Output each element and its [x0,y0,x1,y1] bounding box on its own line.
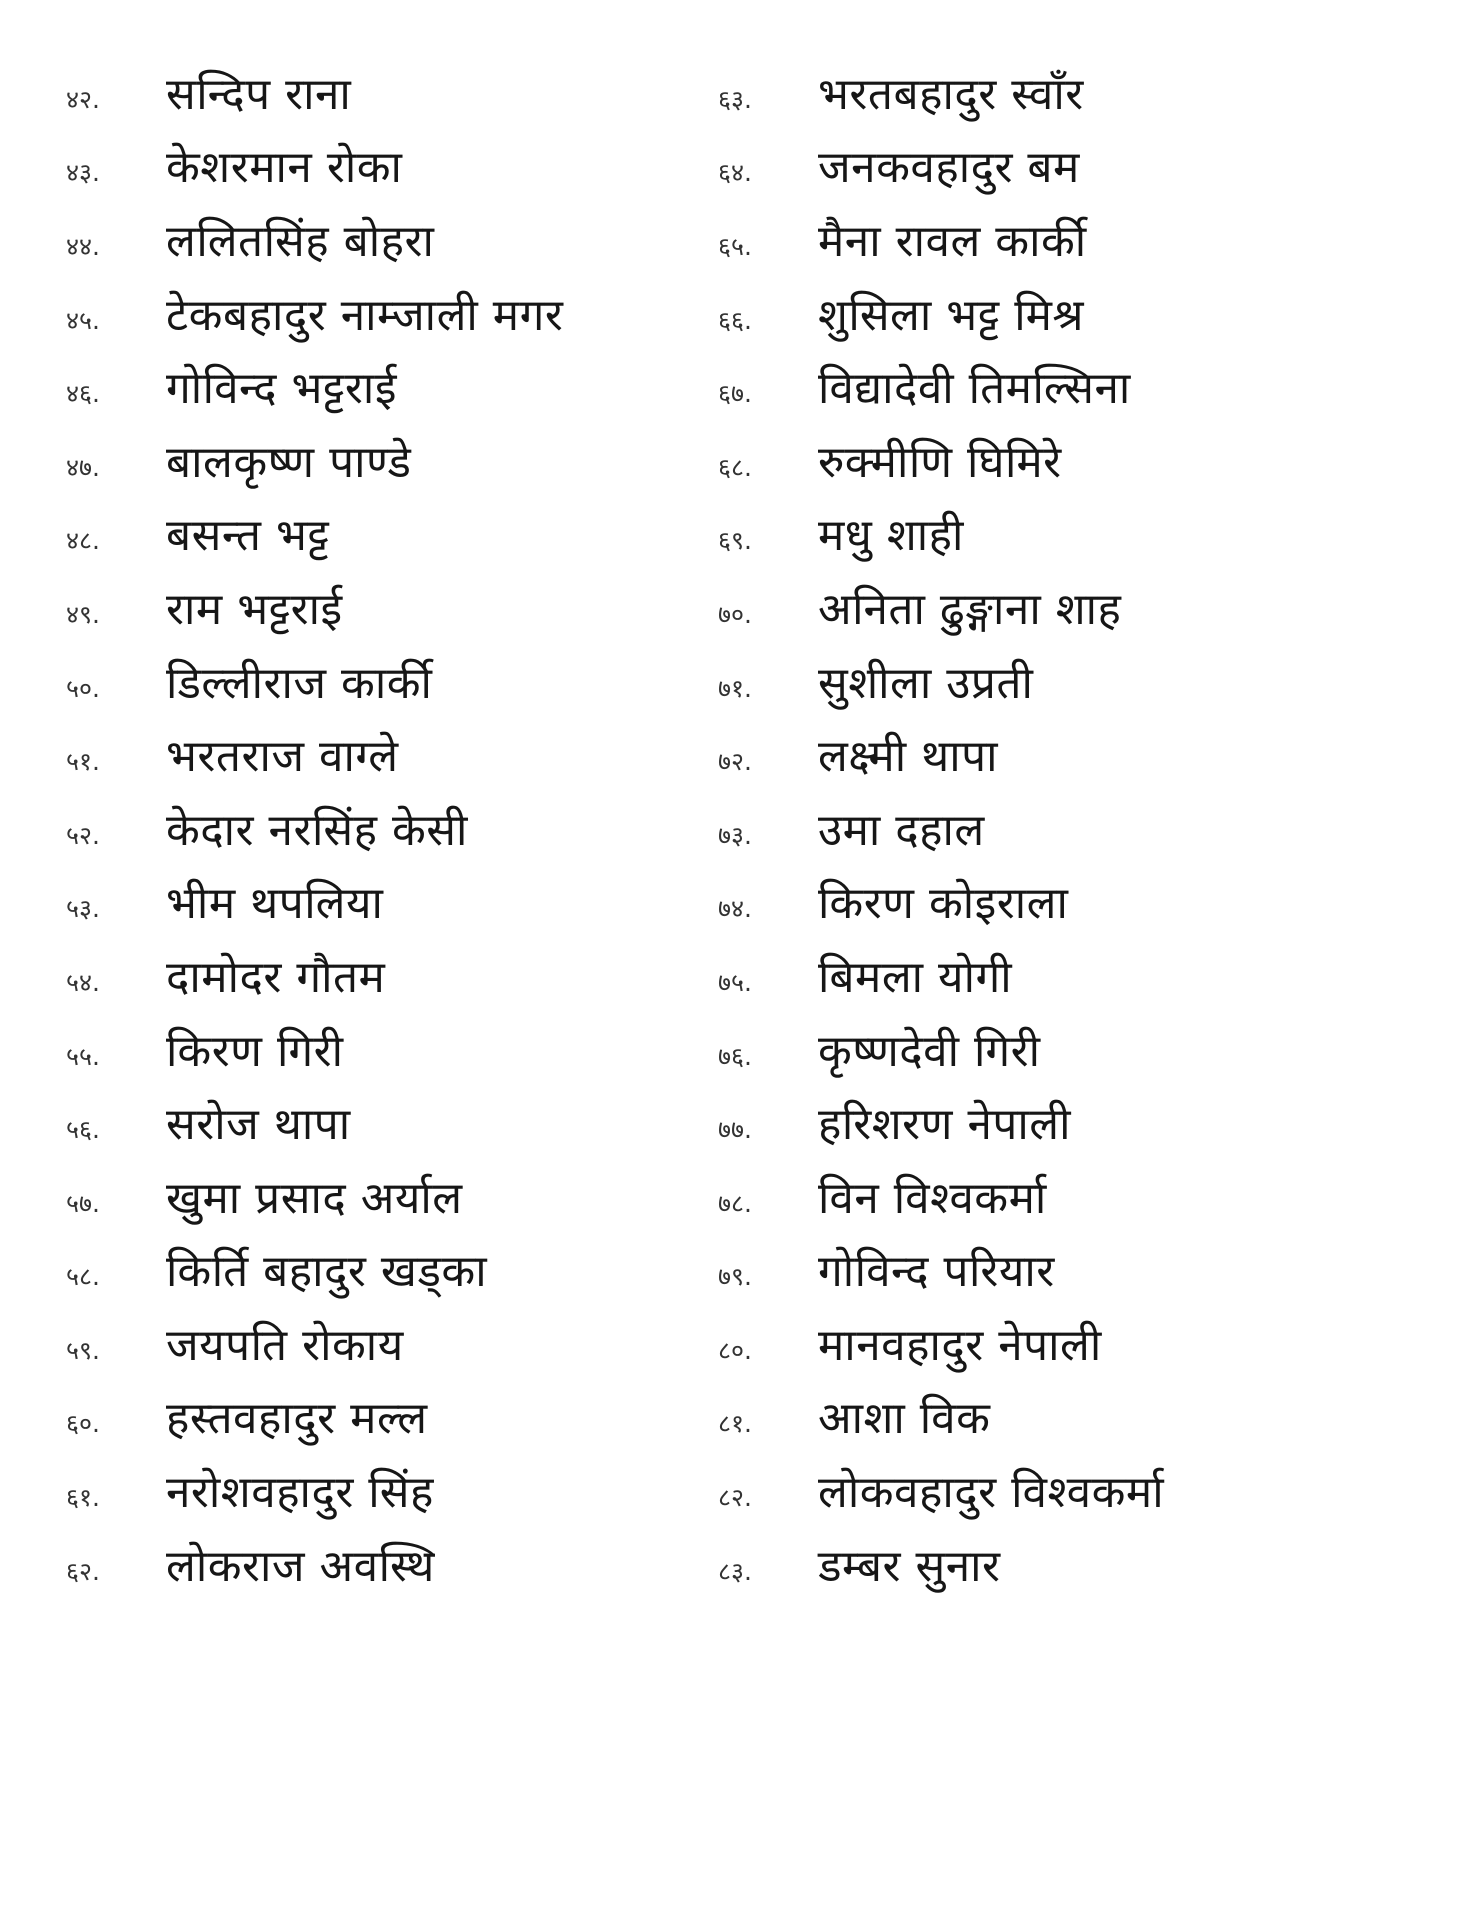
list-item [718,205,1418,279]
list-item [66,1236,706,1310]
list-item [718,352,1418,426]
person-name: डम्बर सुनार [818,1540,1001,1592]
person-name: दामोदर गौतम [166,951,386,1003]
person-name: लक्ष्मी थापा [818,731,999,783]
list-item [718,500,1418,574]
person-name: केदार नरसिंह केसी [166,804,468,856]
left-name-column [66,58,706,1603]
item-number: ५५. [66,1041,100,1071]
list-item [718,1015,1418,1089]
item-number: ६०. [66,1409,100,1439]
item-number: ७२. [718,747,752,777]
list-item [66,1015,706,1089]
list-item [718,1309,1418,1383]
person-name: मधु शाही [818,510,964,562]
item-number: ४३. [66,158,100,188]
person-name: जनकवहादुर बम [818,142,1080,194]
person-name: सरोज थापा [166,1099,351,1151]
item-number: ६६. [718,305,752,335]
list-item [718,573,1418,647]
list-item [66,941,706,1015]
list-item [718,1383,1418,1457]
person-name: भीम थपलिया [166,878,384,930]
item-number: ७७. [718,1115,752,1145]
person-name: गोविन्द परियार [818,1246,1055,1298]
person-name: उमा दहाल [818,804,985,856]
person-name: कृष्णदेवी गिरी [818,1025,1041,1077]
list-item [718,279,1418,353]
list-item [66,500,706,574]
item-number: ५३. [66,894,100,924]
list-item [718,1236,1418,1310]
list-item [718,1088,1418,1162]
item-number: ४९. [66,599,100,629]
list-item [66,1383,706,1457]
person-name: डिल्लीराज कार्की [166,657,433,709]
list-item [718,794,1418,868]
list-item [718,647,1418,721]
person-name: बिमला योगी [818,951,1013,1003]
item-number: ७३. [718,820,752,850]
person-name: हस्तवहादुर मल्ल [166,1393,428,1445]
person-name: बालकृष्ण पाण्डे [166,436,412,488]
item-number: ८०. [718,1335,752,1365]
item-number: ६८. [718,452,752,482]
item-number: ४५. [66,305,100,335]
item-number: ७०. [718,599,752,629]
item-number: ७४. [718,894,752,924]
person-name: मैना रावल कार्की [818,215,1087,267]
item-number: ६३. [718,84,752,114]
item-number: ७९. [718,1262,752,1292]
item-number: ६५. [718,231,752,261]
list-item [66,1530,706,1604]
item-number: ७५. [718,967,752,997]
item-number: ४७. [66,452,100,482]
person-name: टेकबहादुर नाम्जाली मगर [166,289,564,341]
item-number: ८३. [718,1556,752,1586]
list-item [718,426,1418,500]
list-item [66,1456,706,1530]
list-item [66,58,706,132]
list-item [66,720,706,794]
person-name: विद्यादेवी तिमल्सिना [818,363,1131,415]
list-item [66,573,706,647]
person-name: खुमा प्रसाद अर्याल [166,1172,463,1224]
item-number: ५८. [66,1262,100,1292]
list-item [66,132,706,206]
person-name: अनिता ढुङ्गाना शाह [818,583,1122,635]
list-item [66,205,706,279]
item-number: ६१. [66,1483,100,1513]
item-number: ६२. [66,1556,100,1586]
person-name: गोविन्द भट्टराई [166,363,397,415]
list-item [66,794,706,868]
item-number: ५२. [66,820,100,850]
list-item [66,1309,706,1383]
person-name: आशा विक [818,1393,991,1445]
person-name: भरतराज वाग्ले [166,731,399,783]
person-name: जयपति रोकाय [166,1319,404,1371]
item-number: ४२. [66,84,100,114]
list-item [66,352,706,426]
item-number: ५६. [66,1115,100,1145]
list-item [718,941,1418,1015]
item-number: ५९. [66,1335,100,1365]
item-number: ६७. [718,379,752,409]
person-name: किर्ति बहादुर खड्का [166,1246,488,1298]
list-item [718,132,1418,206]
list-item [66,279,706,353]
item-number: ८२. [718,1483,752,1513]
list-item [66,1162,706,1236]
item-number: ७१. [718,673,752,703]
person-name: भरतबहादुर स्वाँर [818,68,1084,120]
person-name: लोकवहादुर विश्वकर्मा [818,1467,1165,1519]
person-name: विन विश्वकर्मा [818,1172,1047,1224]
item-number: ५७. [66,1188,100,1218]
person-name: हरिशरण नेपाली [818,1099,1072,1151]
person-name: किरण गिरी [166,1025,344,1077]
item-number: ४४. [66,231,100,261]
person-name: बसन्त भट्ट [166,510,330,562]
list-item [718,1456,1418,1530]
item-number: ६४. [718,158,752,188]
right-name-column [718,58,1418,1603]
item-number: ४८. [66,526,100,556]
list-item [718,1530,1418,1604]
list-item [718,58,1418,132]
person-name: सन्दिप राना [166,68,352,120]
item-number: ५०. [66,673,100,703]
person-name: लोकराज अवस्थि [166,1540,435,1592]
item-number: ७८. [718,1188,752,1218]
item-number: ५१. [66,747,100,777]
person-name: सुशीला उप्रती [818,657,1034,709]
list-item [66,426,706,500]
item-number: ४६. [66,379,100,409]
person-name: नरोशवहादुर सिंह [166,1467,434,1519]
list-item [66,868,706,942]
item-number: ८१. [718,1409,752,1439]
person-name: केशरमान रोका [166,142,403,194]
item-number: ५४. [66,967,100,997]
person-name: ललितसिंह बोहरा [166,215,435,267]
person-name: किरण कोइराला [818,878,1069,930]
person-name: राम भट्टराई [166,583,343,635]
list-item [66,1088,706,1162]
list-item [66,647,706,721]
person-name: शुसिला भट्ट मिश्र [818,289,1085,341]
list-item [718,720,1418,794]
item-number: ६९. [718,526,752,556]
list-item [718,1162,1418,1236]
person-name: मानवहादुर नेपाली [818,1319,1102,1371]
person-name: रुक्मीणि घिमिरे [818,436,1062,488]
item-number: ७६. [718,1041,752,1071]
list-item [718,868,1418,942]
